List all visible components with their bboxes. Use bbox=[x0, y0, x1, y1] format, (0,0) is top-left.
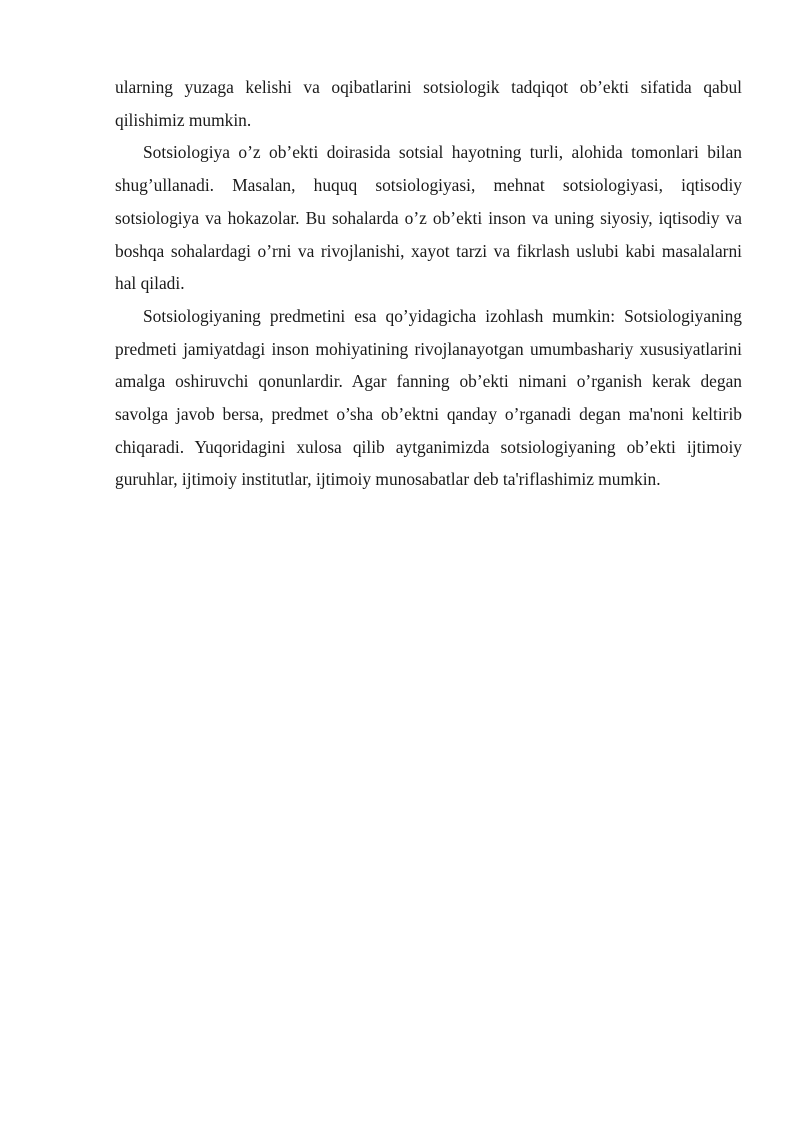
paragraph-sociology-subject: Sotsiologiyaning predmetini esa qo’yidagicha izohlash mumkin: Sotsiologiyaning predmeti jamiyatdagi inson mohiyatining rivojlanayotgan umumbashariy xususiyatlarini amalga oshiruvchi qonunlardir. Agar fanning ob’ekti nimani o’rganish kerak degan savolga javob bersa, predmet o’sha ob’ektni qanday o’rganadi degan ma'noni keltirib chiqaradi. Yuqoridagini xulosa qilib aytganimizda sotsiologiyaning ob’ekti ijtimoiy guruhlar, ijtimoiy institutlar, ijtimoiy munosabatlar deb ta'riflashimiz mumkin. bbox=[115, 305, 742, 490]
body-text bbox=[115, 71, 742, 496]
paragraph-sociology-object: Sotsiologiya o’z ob’ekti doirasida sotsial hayotning turli, alohida tomonlari bilan shug’ullanadi. Masalan, huquq sotsiologiyasi, mehnat sotsiologiyasi, iqtisodiy sotsiologiya va hokazolar. Bu sohalarda o’z ob’ekti inson va uning siyosiy, iqtisodiy va boshqa sohalardagi o’rni va rivojlanishi, xayot tarzi va fikrlash uslubi kabi masalalarni hal qiladi. bbox=[115, 142, 742, 294]
paragraph-continuation: ularning yuzaga kelishi va oqibatlarini sotsiologik tadqiqot ob’ekti sifatida qabul qilishimiz mumkin. bbox=[115, 77, 742, 130]
